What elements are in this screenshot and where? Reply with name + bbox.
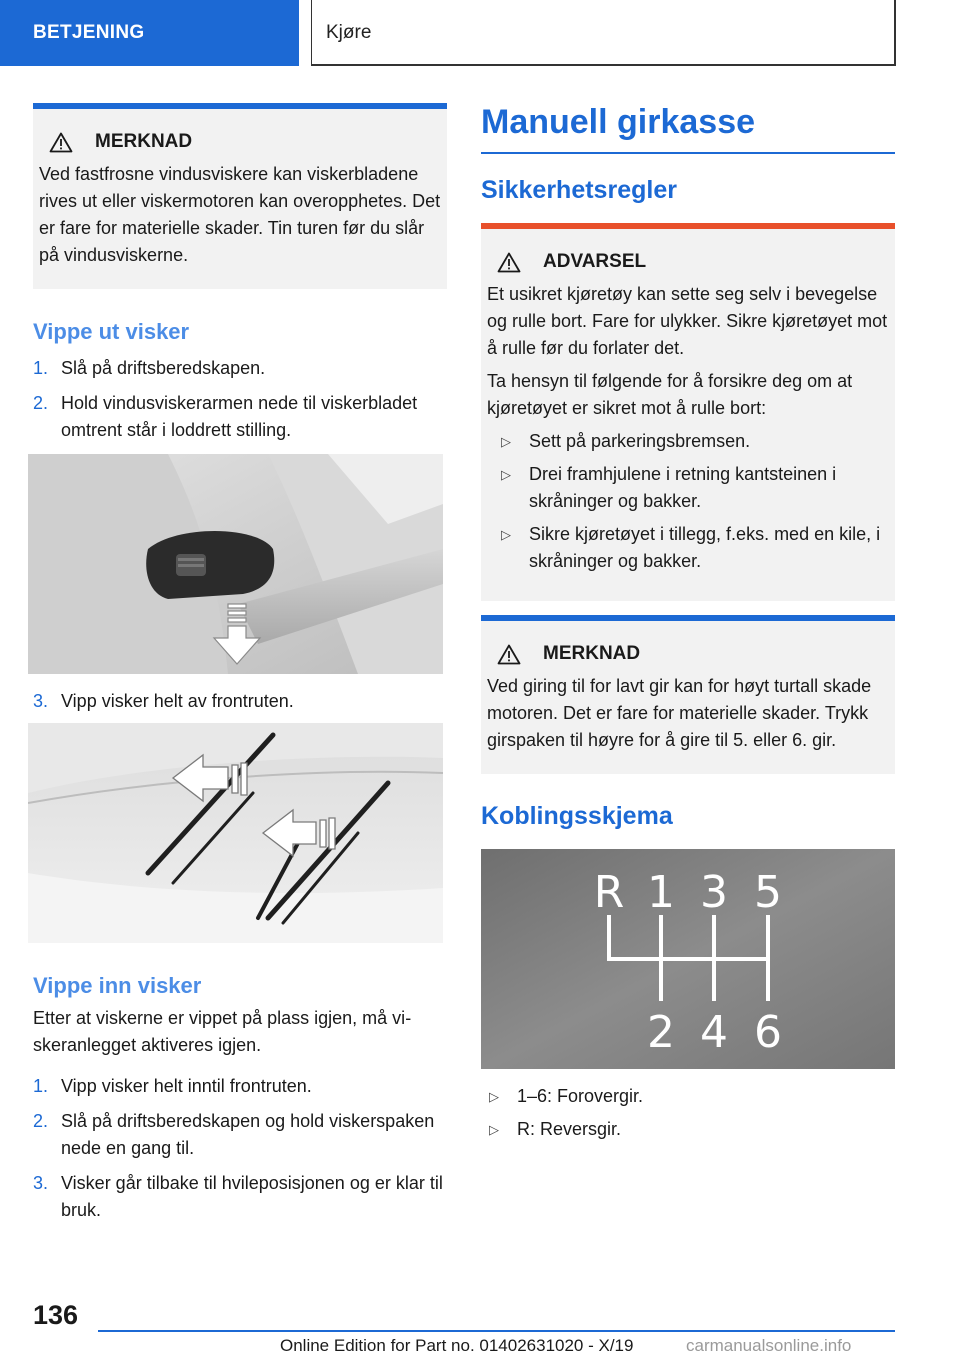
gear-label-bottom: 2: [647, 1007, 675, 1058]
notice-label: MERKNAD: [95, 131, 193, 152]
gear-label-top: 3: [700, 867, 728, 918]
warning-box-rolling: [481, 223, 895, 601]
gear-label-bottom: 4: [700, 1007, 728, 1058]
step-number: 1.: [33, 358, 49, 378]
edition-text: Online Edition for Part no. 01402631020 - X/19: [280, 1336, 634, 1355]
gear-label-bottom: 6: [754, 1007, 782, 1058]
gear-label-top: R: [593, 867, 625, 918]
heading-shift-pattern: Koblingsskjema: [481, 802, 673, 830]
steps-wipe-out-a: [33, 355, 447, 444]
warning-triangle-icon: [497, 252, 521, 273]
photo-wiper-arm-down: [28, 454, 443, 674]
bullet-text: Sett på parkeringsbremsen.: [529, 431, 751, 451]
section-tab: BETJENING: [0, 0, 299, 66]
wiper-arm-illustration: [28, 454, 443, 674]
watermark: carmanualsonline.info: [686, 1336, 852, 1355]
step-item: [33, 688, 447, 715]
step-item: [33, 1073, 447, 1100]
step-text: Hold vindusviskerarmen nede til viskerbladet omtrent står i loddrett stilling.: [61, 393, 418, 440]
step-item: [33, 355, 447, 382]
warning-label: ADVARSEL: [543, 251, 647, 272]
triangle-right-icon: ▷: [501, 434, 511, 449]
left-column: [33, 103, 447, 1232]
triangle-right-icon: ▷: [489, 1089, 499, 1104]
heading-wipe-in: Vippe inn visker: [33, 973, 202, 998]
notice-box-gear: [481, 615, 895, 774]
step-number: 2.: [33, 393, 49, 413]
photo-wipers-folded: [28, 723, 443, 943]
title-manual-gearbox: Manuell girkasse: [481, 103, 895, 154]
gear-label-top: 1: [647, 867, 675, 918]
step-item: [33, 1170, 447, 1224]
triangle-right-icon: ▷: [489, 1122, 499, 1137]
step-text: Visker går tilbake til hvileposisjonen og er klar til bruk.: [61, 1173, 443, 1220]
warning-header: [497, 251, 889, 273]
right-column: [481, 103, 895, 1149]
bullet-text: R: Reversgir.: [517, 1119, 622, 1139]
warning-bullets: [493, 428, 889, 575]
step-item: [33, 390, 447, 444]
steps-wipe-out-b: [33, 688, 447, 715]
step-text: Slå på driftsberedskapen og hold viskerspaken nede en gang til.: [61, 1111, 435, 1158]
step-text: Vipp visker helt inntil frontruten.: [61, 1076, 312, 1096]
shift-pattern-diagram: [481, 849, 895, 1069]
page-header: [0, 0, 960, 66]
notice-header: [49, 131, 441, 153]
bullet-text: Drei framhjulene i retning kantsteinen i skråninger og bakker.: [529, 464, 837, 511]
gear-label-top: 5: [754, 867, 782, 918]
warning-triangle-icon: [497, 644, 521, 665]
bullet-text: 1–6: Forovergir.: [517, 1086, 644, 1106]
shift-bullets: [481, 1083, 895, 1143]
page-number: 136: [33, 1300, 79, 1330]
triangle-right-icon: ▷: [501, 527, 511, 542]
bullet-item: [481, 1116, 895, 1143]
step-number: 3.: [33, 1173, 49, 1193]
warning-text-1: Et usikret kjøretøy kan sette seg selv i bevegelse og rulle bort. Fare for ulykker. Sikre kjøretøyet mot å rulle før du forlater det.: [487, 284, 888, 358]
wipe-in-intro: Etter at viskerne er vippet på plass igjen, må viskeranlegget aktiveres igjen.: [33, 1008, 412, 1055]
bullet-item: [481, 1083, 895, 1110]
bullet-text: Sikre kjøretøyet i tillegg, f.eks. med en kile, i skråninger og bakker.: [529, 524, 881, 571]
shift-pattern-illustration: [481, 849, 895, 1069]
heading-safety-rules: Sikkerhetsregler: [481, 176, 677, 204]
triangle-right-icon: ▷: [501, 467, 511, 482]
wiper-fold-illustration: [28, 723, 443, 943]
step-text: Vipp visker helt av frontruten.: [61, 691, 294, 711]
heading-wipe-out: Vippe ut visker: [33, 319, 190, 344]
bullet-item: [493, 428, 889, 455]
notice-text: Ved giring til for lavt gir kan for høyt turtall skade motoren. Det er fare for materielle skader. Trykk girspaken til høyre for å gire til 5. eller 6. gir.: [487, 676, 872, 750]
notice-label: MERKNAD: [543, 643, 641, 664]
notice-box-wiper: [33, 103, 447, 289]
warning-triangle-icon: [49, 132, 73, 153]
step-number: 2.: [33, 1111, 49, 1131]
step-text: Slå på driftsberedskapen.: [61, 358, 266, 378]
footer-divider: [98, 1330, 895, 1332]
step-number: 1.: [33, 1076, 49, 1096]
bullet-item: [493, 521, 889, 575]
bullet-item: [493, 461, 889, 515]
steps-wipe-in: [33, 1073, 447, 1224]
notice-header: [497, 643, 889, 665]
step-number: 3.: [33, 691, 49, 711]
step-item: [33, 1108, 447, 1162]
warning-text-2: Ta hensyn til følgende for å forsikre deg om at kjøretøyet er sikret mot å rulle bort:: [487, 371, 853, 418]
chapter-title: Kjøre: [311, 0, 896, 66]
notice-text: Ved fastfrosne vindusviskere kan viskerbladene rives ut eller viskermotoren kan overopphetes. Det er fare for materielle skader. Tin turen før du slår på vindusviskerne.: [39, 164, 441, 265]
